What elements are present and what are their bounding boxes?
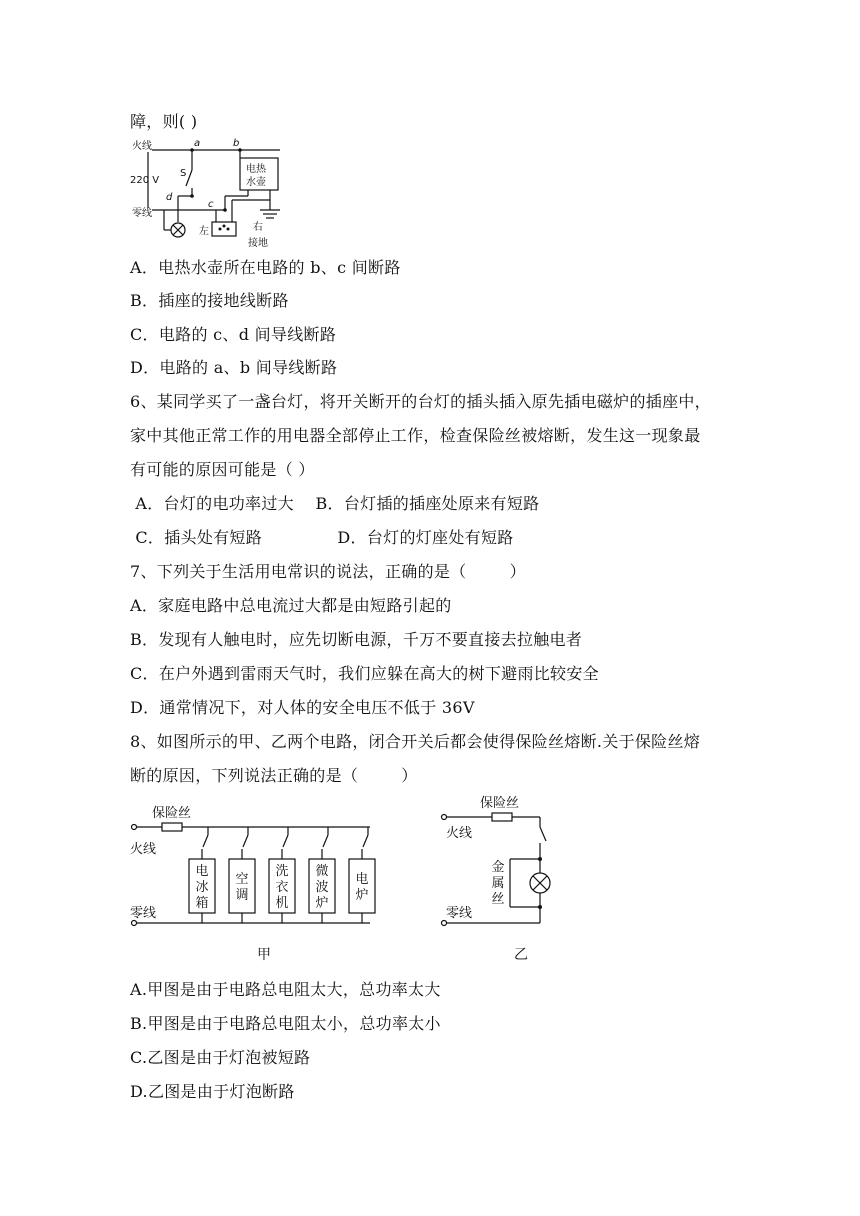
q5-live-label: 火线 [132,141,152,152]
q6-options-row-1: A．台灯的电功率过大 B．台灯插的插座处原来有短路 [130,494,540,513]
appliance-label-char: 调 [235,888,249,903]
appliance-label-char: 衣 [275,880,289,895]
q8-figure-yi [440,795,580,967]
q6-stem-line-1: 6、某同学买了一盏台灯，将开关断开的台灯的插头插入原先插电磁炉的插座中， [130,392,711,411]
jia-neutral-label: 零线 [130,906,157,921]
q5-voltage-label: 220 V [130,175,160,186]
q5-node-c: c [208,199,214,210]
appliance-label-char: 波 [315,880,329,895]
yi-metal-wire-label-char: 属 [491,876,505,891]
q5-neutral-label: 零线 [132,208,152,219]
jia-fuse-label: 保险丝 [152,806,192,821]
yi-metal-wire-label-char: 丝 [491,892,505,907]
appliance-label-char: 电 [355,872,369,887]
yi-caption: 乙 [514,947,528,963]
q6-stem-line-3: 有可能的原因可能是（ ） [130,460,315,479]
yi-metal-wire-label-char: 金 [491,860,505,875]
q5-circuit-figure [130,138,290,250]
q8-option-c: C.乙图是由于灯泡被短路 [130,1048,311,1067]
appliance-label-char: 机 [275,896,289,911]
appliance-label-char: 箱 [195,896,209,911]
q5-kettle-label-2: 水壶 [246,177,266,188]
appliance-label-char: 冰 [195,880,209,895]
jia-live-label: 火线 [130,842,157,857]
q5-socket-right: 右 [253,222,263,233]
q5-option-b: B．插座的接地线断路 [130,291,289,310]
q5-socket-left: 左 [199,226,209,237]
q5-kettle-label-1: 电热 [246,164,266,175]
q7-stem: 7、下列关于生活用电常识的说法，正确的是（ ） [130,562,526,581]
q8-stem-line-1: 8、如图所示的甲、乙两个电路，闭合开关后都会使得保险丝熔断.关于保险丝熔 [130,732,701,751]
appliance-label-char: 洗 [275,864,289,879]
q6-stem-line-2: 家中其他正常工作的用电器全部停止工作，检查保险丝被熔断，发生这一现象最 [130,426,701,445]
appliance-label-char: 空 [235,872,249,887]
yi-live-label: 火线 [446,826,473,841]
q5-ground-label: 接地 [248,238,268,249]
appliance-label-char: 炉 [315,896,329,911]
q8-option-d: D.乙图是由于灯泡断路 [130,1082,295,1101]
q8-figure-jia [130,795,400,967]
q7-option-d: D．通常情况下，对人体的安全电压不低于 36V [130,698,475,717]
q5-option-a: A．电热水壶所在电路的 b、c 间断路 [130,258,401,277]
q7-option-c: C．在户外遇到雷雨天气时，我们应躲在高大的树下避雨比较安全 [130,664,599,683]
q5-node-a: a [194,138,201,149]
appliance-label-char: 微 [315,864,329,879]
q8-option-a: A.甲图是由于电路总电阻太大，总功率太大 [130,980,441,999]
appliance-label-char: 炉 [355,888,369,903]
q5-switch-label: S [180,168,187,179]
q5-option-c: C．电路的 c、d 间导线断路 [130,325,337,344]
q5-node-b: b [233,138,240,149]
q5-node-d: d [166,192,173,203]
q7-option-b: B．发现有人触电时，应先切断电源，千万不要直接去拉触电者 [130,630,583,649]
q8-option-b: B.甲图是由于电路总电阻太小，总功率太小 [130,1014,441,1033]
q5-stem-tail: 障，则( ) [130,112,198,131]
q5-option-d: D．电路的 a、b 间导线断路 [130,358,338,377]
q8-stem-line-2: 断的原因，下列说法正确的是（ ） [130,766,418,785]
yi-neutral-label: 零线 [446,906,473,921]
jia-caption: 甲 [257,947,271,963]
appliance-label-char: 电 [195,864,209,879]
yi-fuse-label: 保险丝 [480,796,520,811]
q7-option-a: A．家庭电路中总电流过大都是由短路引起的 [130,596,452,615]
q6-options-row-2: C．插头处有短路 D．台灯的灯座处有短路 [130,528,514,547]
